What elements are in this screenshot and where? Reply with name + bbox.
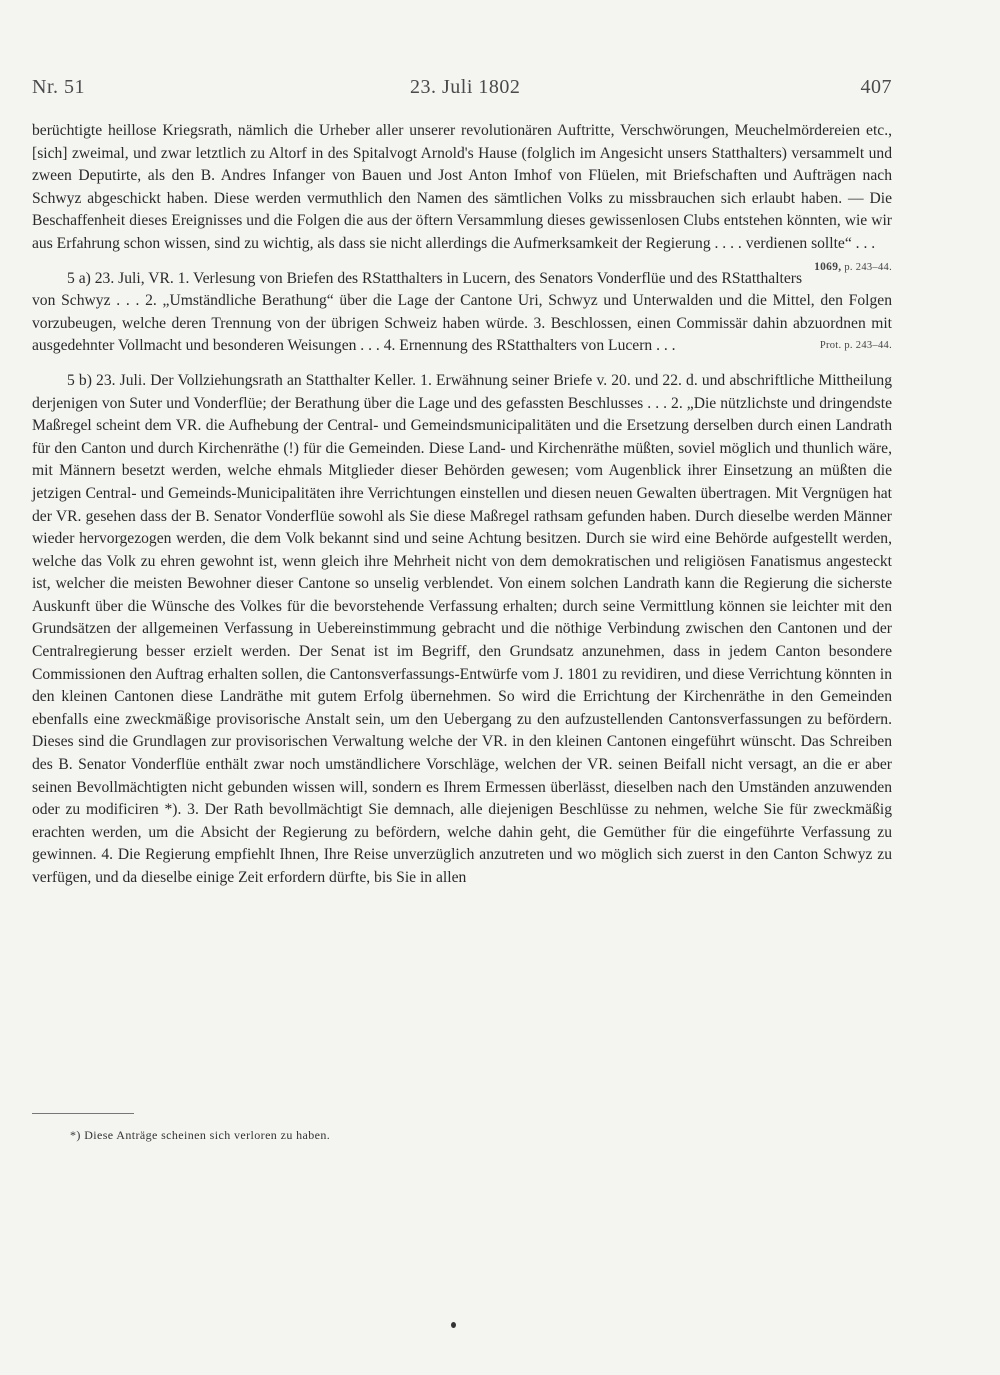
paragraph-5b — [32, 370, 892, 890]
page-number: 407 — [860, 76, 892, 98]
ink-dot — [451, 1322, 456, 1328]
footnote-divider — [32, 1113, 134, 1114]
page-date: 23. Juli 1802 — [410, 76, 521, 98]
page-header — [32, 76, 892, 110]
reference-pages: Prot. p. 243–44. — [819, 340, 892, 352]
document-number: Nr. 51 — [32, 76, 85, 98]
reference-pages: p. 243–44. — [844, 261, 892, 273]
paragraph-text: 5 b) 23. Juli. Der Vollziehungsrath an Statthalter Keller. 1. Erwähnung seiner Briefe v. 20. und 22. d. und abschriftliche Mittheilung derjenigen von Suter und Vonderflüe; der Berathung über die Lage und des gefassten Beschlusses . . . 2. „Die nützlichste und dringendste Maßregel scheint dem VR. die Aufhebung der Central- und Gemeindsmunicipalitäten und die Ersetzung derselben durch einen Landrath für den Canton und durch Kirchenräthe (!) für die Gemeinden. Diese Land- und Kirchenräthe müßten, soviel möglich und thunlich wäre, mit Männern besetzt werden, welche ehmals Mitglieder dieser Behörden gewesen; vom Augenblick ihrer Einsetzung an müßten die jetzigen Central- und Gemeinds-Municipalitäten ihre Verrichtungen einstellen und diesen neuen Gewalten übertragen. Mit Vergnügen hat der VR. gesehen dass der B. Senator Vonderflüe sowohl als Sie diese Maßregel rathsam gefunden haben. Durch dieselbe werden Männer wieder hervorgezogen werden, die dem Volk bekannt sind und seine Achtung besitzen. Durch sie wird eine Behörde aufgestellt werden, welche das Volk zu ehren gewohnt ist, wenn gleich ihre Mehrheit nicht von dem demokratischen und religiösen Fanatismus angesteckt ist, welcher die meisten Bewohner dieser Cantone so unselig verblendet. Von einem solchen Landrath kann die Regierung die sicherste Auskunft über die Wünsche des Volkes für die bevorstehende Verfassung erhalten; durch seine Vermittlung können sie leichter mit den Grundsätzen der allgemeinen Verfassung in Uebereinstimmung gebracht und die nöthige Verbindung zwischen den Cantonen und der Centralregierung besser erzielt werden. Der Senat ist im Begriff, den Grundsatz anzunehmen, dass in jedem Canton besondere Commissionen den Auftrag erhalten sollen, die Cantonsverfassungs-Entwürfe vom J. 1801 zu revidiren, und diese Verrichtung könnten in den kleinen Cantonen diese Landräthe mit gutem Erfolg übernehmen. So wird die Errichtung der Kirchenräthe in den Gemeinden ebenfalls eine zweckmäßige provisorische Anstalt sein, um den Uebergang zu den aufzustellenden Cantonsverfassungen zu befördern. Dieses sind die Grundlagen zur provisorischen Verwaltung welche der VR. in den kleinen Cantonen eingeführt wünscht. Das Schreiben des B. Senator Vonderflüe enthält zwar noch umständlichere Vorschläge, welchen der VR. seinen Beifall nicht versagt, an die er aber seinen Bevollmächtigten nicht gebunden wissen will, sondern es Ihrem Ermessen überlässt, dieselben nach den Umständen anzuwenden oder zu modificiren *). 3. Der Rath bevollmächtigt Sie demnach, alle diejenigen Beschlüsse zu nehmen, welche Sie für zweckmäßig erachten werden, um die Absicht der Regierung zu befördern, welche dahin geht, die Gemüther für die eingeführte Verfassung zu gewinnen. 4. Die Regierung empfiehlt Ihnen, Ihre Reise unverzüglich anzutreten und wo möglich sich zuerst in den Canton Schwyz zu verfügen, und da dieselbe einige Zeit erfordern dürfte, bis Sie in allen — [32, 371, 892, 886]
footnote: *) Diese Anträge scheinen sich verloren zu haben. — [70, 1128, 331, 1142]
source-reference — [814, 256, 892, 280]
paragraph-5a — [32, 268, 892, 358]
source-reference — [785, 335, 892, 358]
paragraph-continuation — [32, 120, 892, 273]
paragraph-text: 5 a) 23. Juli, VR. 1. Verlesung von Briefen des RStatthalters in Lucern, des Senators Vonderflüe und des RStatthalters von Schwyz . . . 2. „Umständliche Berathung“ über die Lage der Cantone Uri, Schwyz und Unterwalden und die Mittel, den Folgen vorzubeugen, welche deren Trennung von der übrigen Schweiz haben würde. 3. Beschlossen, einen Commissär dahin abzuordnen mit ausgedehnter Vollmacht und besonderen Weisungen . . . 4. Ernennung des RStatthalters von Lucern . . . — [32, 269, 892, 355]
document-body — [32, 120, 892, 902]
reference-number: 1069, — [814, 260, 842, 273]
paragraph-text: berüchtigte heillose Kriegsrath, nämlich die Urheber aller unserer revolutionären Auftritte, Verschwörungen, Meuchelmördereien etc., [sich] zweimal, und zwar letztlich zu Altorf in des Spitalvogt Arnold's Hause (folglich im Angesicht unsers Statthalters) versammelt und zween Deputirte, als den B. Andres Infanger von Bauen und Jost Anton Imhof von Flüelen, mit Briefschaften und Aufträgen nach Schwyz abgeschickt haben. Diese werden vermuthlich den Namen des sämtlichen Volks zu missbrauchen sich erlaubt haben. — Die Beschaffenheit dieses Ereignisses und die Folgen die aus der öftern Versammlung dieses gewissenlosen Clubs entstehen könnten, wie wir aus Erfahrung schon wissen, sind zu wichtig, als dass sie nicht allerdings die Aufmerksamkeit der Regierung . . . . verdienen sollte“ . . . — [32, 122, 892, 252]
